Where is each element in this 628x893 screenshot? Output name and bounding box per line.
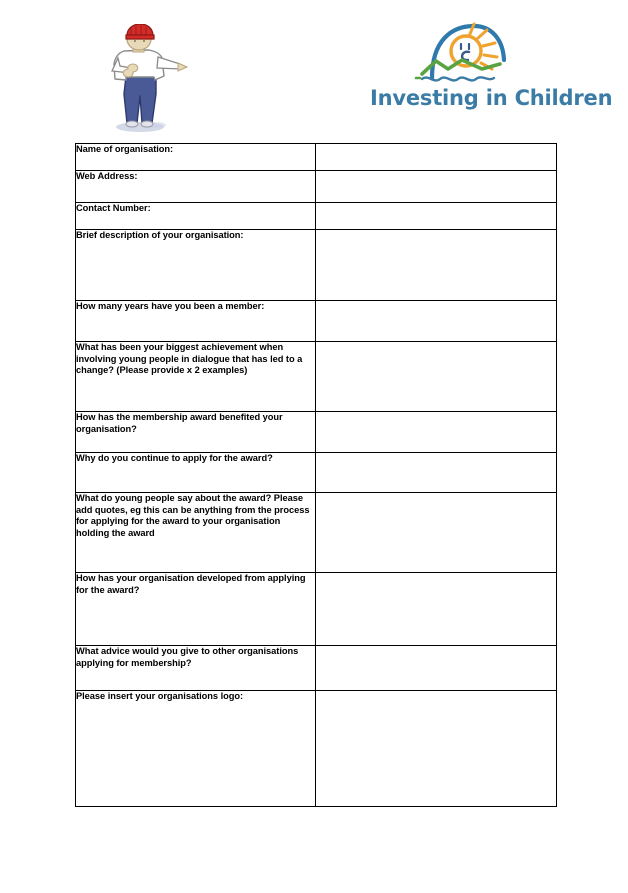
form-question-label: Contact Number:	[76, 203, 316, 230]
form-answer-field[interactable]	[316, 144, 557, 171]
form-question-label: Web Address:	[76, 171, 316, 203]
form-answer-field[interactable]	[316, 301, 557, 342]
investing-in-children-logo	[370, 16, 613, 120]
table-row	[76, 573, 557, 646]
form-answer-field[interactable]	[316, 171, 557, 203]
table-row	[76, 493, 557, 573]
table-row	[76, 203, 557, 230]
form-question-label: What do young people say about the award? Please add quotes, eg this can be anything from the process for applying for the award to your organisation holding the award	[76, 493, 316, 573]
form-answer-field[interactable]	[316, 646, 557, 691]
table-row	[76, 230, 557, 301]
form-question-label: What advice would you give to other organisations applying for membership?	[76, 646, 316, 691]
form-answer-field[interactable]	[316, 691, 557, 807]
form-question-label: Name of organisation:	[76, 144, 316, 171]
form-answer-field[interactable]	[316, 493, 557, 573]
pointing-boy-illustration	[104, 24, 188, 134]
table-row	[76, 171, 557, 203]
form-question-label: Why do you continue to apply for the award?	[76, 453, 316, 493]
form-answer-field[interactable]	[316, 573, 557, 646]
form-question-label: How has your organisation developed from applying for the award?	[76, 573, 316, 646]
table-row	[76, 691, 557, 807]
form-answer-field[interactable]	[316, 412, 557, 453]
table-row	[76, 412, 557, 453]
table-row	[76, 301, 557, 342]
table-row	[76, 342, 557, 412]
logo-mark-svg	[370, 16, 550, 90]
form-table-body	[76, 144, 557, 807]
form-answer-field[interactable]	[316, 230, 557, 301]
form-question-label: Brief description of your organisation:	[76, 230, 316, 301]
document-header	[0, 0, 628, 140]
membership-form-table	[75, 143, 557, 807]
pointing-boy-svg	[104, 24, 188, 134]
form-question-label: What has been your biggest achievement when involving young people in dialogue that has led to a change? (Please provide x 2 examples)	[76, 342, 316, 412]
form-question-label: How many years have you been a member:	[76, 301, 316, 342]
form-question-label: Please insert your organisations logo:	[76, 691, 316, 807]
table-row	[76, 453, 557, 493]
table-row	[76, 646, 557, 691]
form-answer-field[interactable]	[316, 453, 557, 493]
logo-wordmark: Investing in Children	[370, 86, 613, 110]
form-question-label: How has the membership award benefited your organisation?	[76, 412, 316, 453]
table-row	[76, 144, 557, 171]
form-answer-field[interactable]	[316, 203, 557, 230]
form-answer-field[interactable]	[316, 342, 557, 412]
